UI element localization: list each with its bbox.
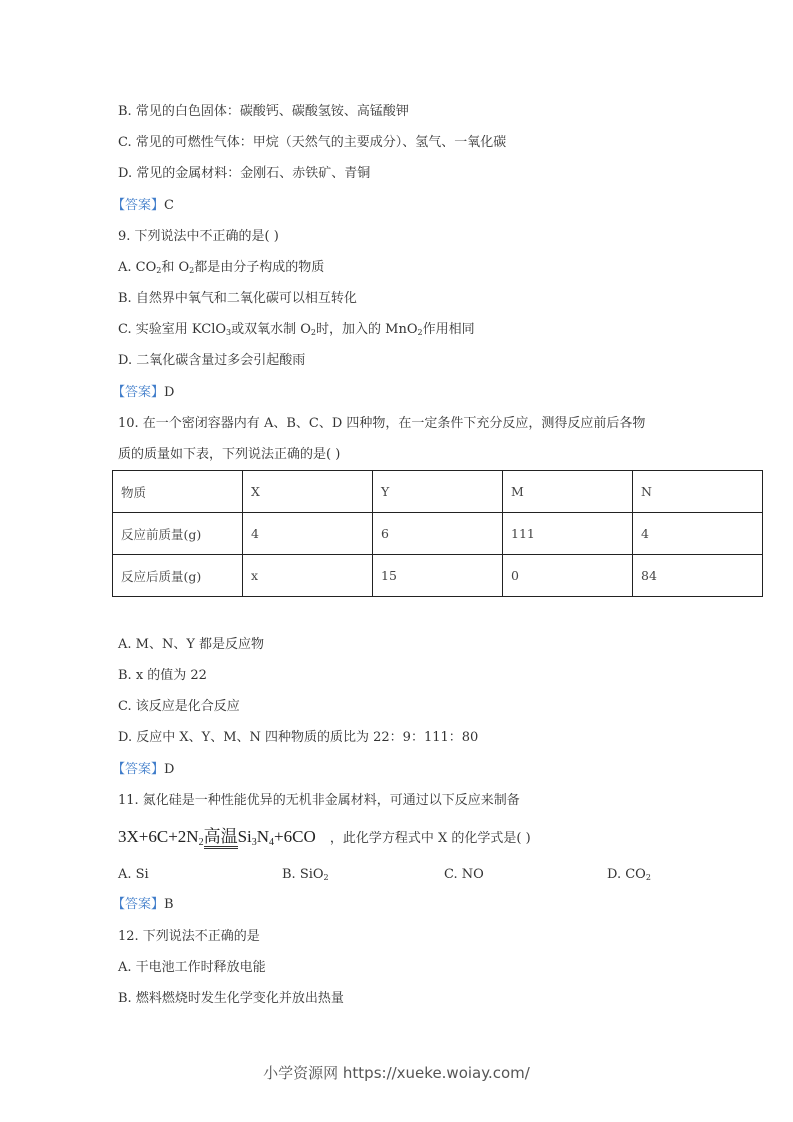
- q9-option-d: D. 二氧化碳含量过多会引起酸雨: [118, 353, 306, 368]
- q11-stem-tail: ，此化学方程式中 X 的化学式是( ): [329, 831, 531, 846]
- q9-option-c: C. 实验室用 KClO$_3$或双氧水制 $O_2$时，加入的 MnO$_2$作用相同: [118, 322, 475, 337]
- table-cell: 4: [243, 513, 373, 555]
- q12-option-b: B. 燃料燃烧时发生化学变化并放出热量: [118, 991, 344, 1006]
- chemical-equation: $3X+6C+2N_2$高温$Si_3N_4+6CO$: [118, 827, 316, 848]
- table-cell: 84: [633, 555, 763, 597]
- table-cell: 15: [373, 555, 503, 597]
- table-cell: X: [243, 471, 373, 513]
- table-row: [113, 513, 763, 555]
- q11-option-c: C. NO: [444, 867, 484, 882]
- answer-value: D: [164, 762, 175, 777]
- answer-value: C: [164, 198, 174, 213]
- q11-stem-line1: 11. 氮化硅是一种性能优异的无机非金属材料，可通过以下反应来制备: [118, 793, 520, 808]
- q9-option-a: A. $CO_2$和 $O_2$都是由分子构成的物质: [118, 260, 325, 275]
- table-cell: 反应前质量(g): [113, 513, 243, 555]
- footer-watermark: 小学资源网 https://xueke.woiay.com/: [263, 1064, 530, 1082]
- table-cell: 111: [503, 513, 633, 555]
- q10-option-a: A. M、N、Y 都是反应物: [118, 637, 265, 652]
- q11-stem-line2: [118, 825, 531, 851]
- q12-stem: 12. 下列说法不正确的是: [118, 929, 260, 944]
- table-cell: 4: [633, 513, 763, 555]
- q8-option-c: C. 常见的可燃性气体：甲烷（天然气的主要成分）、氢气、一氧化碳: [118, 135, 507, 150]
- table-cell: x: [243, 555, 373, 597]
- q10-option-d: D. 反应中 X、Y、M、N 四种物质的质比为 22：9：111：80: [118, 730, 479, 745]
- q9-stem: 9. 下列说法中不正确的是( ): [118, 229, 279, 244]
- table-row: [113, 555, 763, 597]
- table-cell: 反应后质量(g): [113, 555, 243, 597]
- q8-option-b: B. 常见的白色固体：碳酸钙、碳酸氢铵、高锰酸钾: [118, 104, 409, 119]
- answer-value: D: [164, 385, 175, 400]
- q10-stem-line1: 10. 在一个密闭容器内有 A、B、C、D 四种物，在一定条件下充分反应，测得反应前后各物: [118, 416, 646, 431]
- q9-answer: [112, 384, 174, 402]
- q8-answer: [112, 197, 174, 215]
- table-cell: 物质: [113, 471, 243, 513]
- table-cell: 0: [503, 555, 633, 597]
- table-cell: N: [633, 471, 763, 513]
- q10-option-b: B. x 的值为 22: [118, 668, 207, 683]
- q10-stem-line2: 质的质量如下表，下列说法正确的是( ): [118, 447, 341, 462]
- answer-label: 【答案】: [112, 198, 165, 213]
- q11-option-a: A. Si: [118, 867, 149, 882]
- answer-label: 【答案】: [112, 762, 165, 777]
- q11-answer: [112, 896, 174, 914]
- q11-option-d: D. $CO_2$: [607, 867, 651, 882]
- q8-option-d: D. 常见的金属材料：金刚石、赤铁矿、青铜: [118, 166, 371, 181]
- answer-label: 【答案】: [112, 897, 165, 912]
- table-header-row: [113, 471, 763, 513]
- table-cell: 6: [373, 513, 503, 555]
- table-cell: M: [503, 471, 633, 513]
- reaction-condition: 高温: [204, 827, 238, 849]
- q10-answer: [112, 761, 174, 779]
- q10-option-c: C. 该反应是化合反应: [118, 699, 240, 714]
- answer-value: B: [164, 897, 174, 912]
- q11-option-b: B. SiO$_2$: [282, 867, 329, 882]
- q9-option-b: B. 自然界中氧气和二氧化碳可以相互转化: [118, 291, 357, 306]
- mass-table: [112, 470, 763, 597]
- table-cell: Y: [373, 471, 503, 513]
- answer-label: 【答案】: [112, 385, 165, 400]
- q12-option-a: A. 干电池工作时释放电能: [118, 960, 266, 975]
